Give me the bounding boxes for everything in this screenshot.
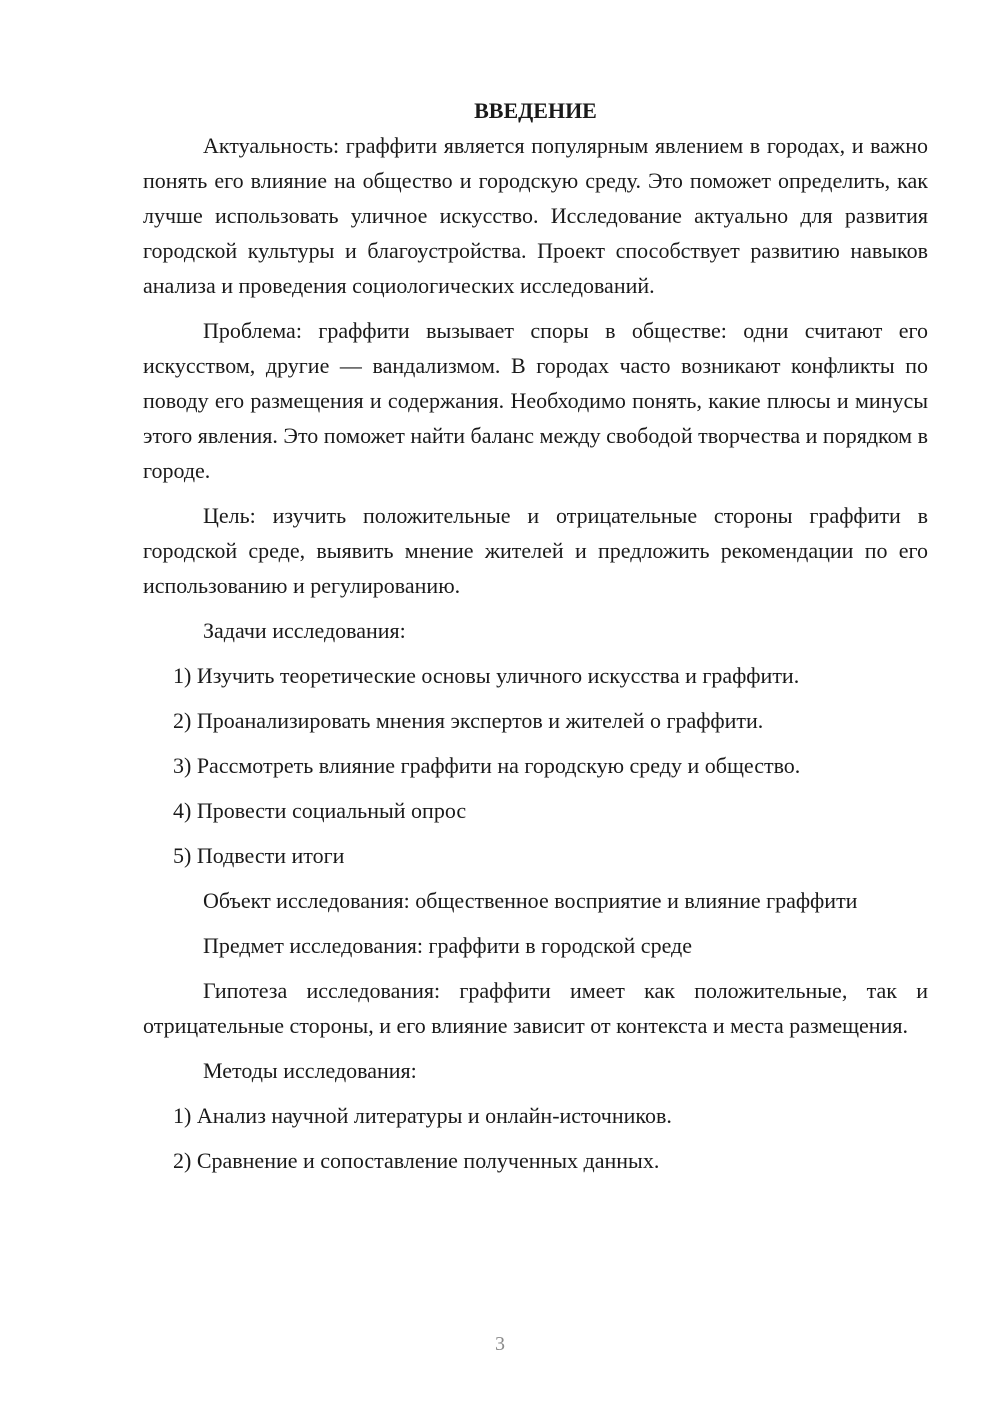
hypothesis-paragraph: Гипотеза исследования: граффити имеет как положительные, так и отрицательные стороны, и его влияние зависит от контекста и места размещения.: [143, 978, 928, 1038]
relevance-paragraph: Актуальность: граффити является популярным явлением в городах, и важно понять его влияние на общество и городскую среду. Это поможет определить, как лучше использовать уличное искусство. Исследование актуально для развития городской культуры и благоустройства. Проект способствует развитию навыков анализа и проведения социологических исследований.: [143, 133, 928, 298]
method-item: 1) Анализ научной литературы и онлайн-источников.: [173, 1103, 672, 1128]
methods-heading: Методы исследования:: [203, 1058, 417, 1083]
document-page: [143, 96, 928, 1188]
task-item: 3) Рассмотреть влияние граффити на городскую среду и общество.: [173, 753, 801, 778]
task-item: 5) Подвести итоги: [173, 843, 345, 868]
tasks-heading: Задачи исследования:: [203, 618, 406, 643]
object-paragraph: Объект исследования: общественное восприятие и влияние граффити: [203, 888, 858, 913]
problem-paragraph: Проблема: граффити вызывает споры в обществе: одни считают его искусством, другие — вандализмом. В городах часто возникают конфликты по поводу его размещения и содержания. Необходимо понять, какие плюсы и минусы этого явления. Это поможет найти баланс между свободой творчества и порядком в городе.: [143, 318, 928, 483]
task-item: 4) Провести социальный опрос: [173, 798, 467, 823]
page-number: 3: [495, 1333, 505, 1355]
section-title: ВВЕДЕНИЕ: [474, 98, 597, 123]
method-item: 2) Сравнение и сопоставление полученных данных.: [173, 1148, 660, 1173]
subject-paragraph: Предмет исследования: граффити в городской среде: [203, 933, 693, 958]
task-item: 2) Проанализировать мнения экспертов и жителей о граффити.: [173, 708, 764, 733]
goal-paragraph: Цель: изучить положительные и отрицательные стороны граффити в городской среде, выявить мнение жителей и предложить рекомендации по его использованию и регулированию.: [143, 503, 928, 598]
task-item: 1) Изучить теоретические основы уличного искусства и граффити.: [173, 663, 800, 688]
